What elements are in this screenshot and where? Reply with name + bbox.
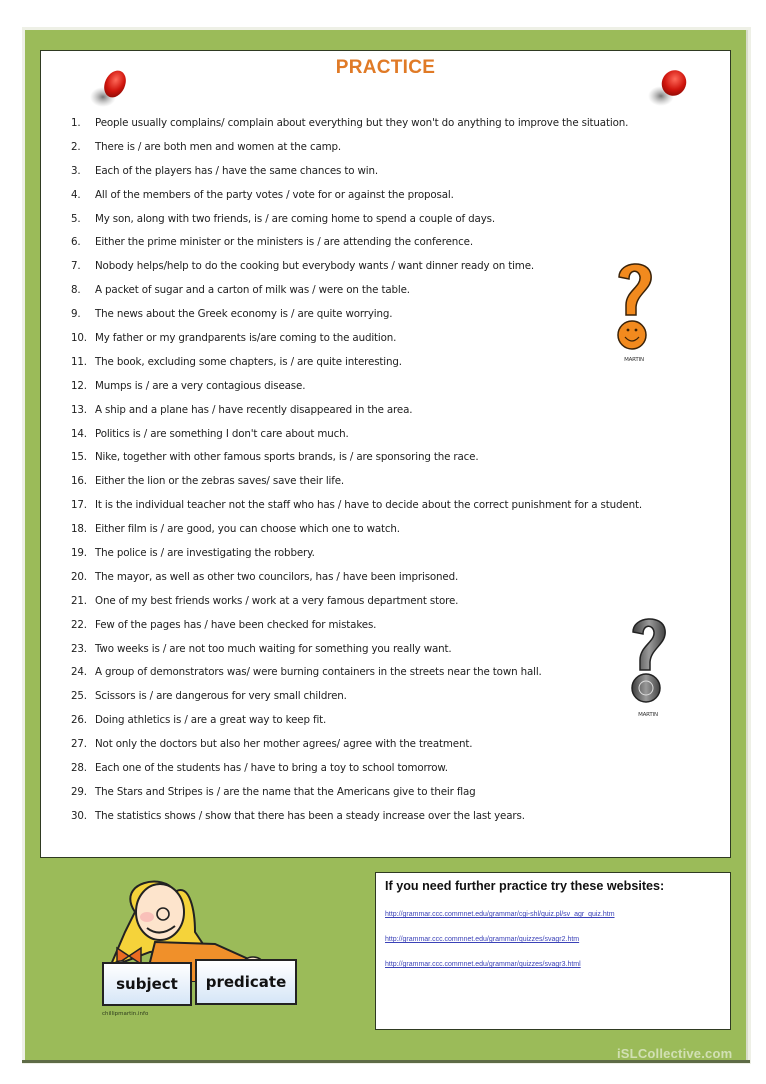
exercise-item [71,541,711,565]
item-number: 14. [71,427,87,440]
item-number: 10. [71,331,87,344]
pushpin-icon [647,66,693,108]
qmark-credit: MARTIN [638,712,658,718]
item-sentence: Nobody helps/help to do the cooking but everybody wants / want dinner ready on time. [95,260,535,273]
question-mark-grey-icon [623,610,673,718]
item-number: 13. [71,403,87,416]
exercise-item [71,398,711,422]
item-number: 25. [71,690,87,703]
exercise-item [71,804,711,828]
item-sentence: One of my best friends works / work at a very famous department store. [95,594,459,607]
item-number: 22. [71,618,87,631]
item-sentence: Scissors is / are dangerous for very small children. [95,690,347,703]
item-sentence: Not only the doctors but also her mother agrees/ agree with the treatment. [95,738,473,751]
exercise-item [71,469,711,493]
exercise-item [71,708,711,732]
exercise-item [71,780,711,804]
item-sentence: Doing athletics is / are a great way to keep fit. [95,714,327,727]
exercise-item [71,517,711,541]
item-sentence: Either film is / are good, you can choose which one to watch. [95,523,400,536]
item-sentence: The Stars and Stripes is / are the name that the Americans give to their flag [95,785,476,798]
exercise-item [71,589,711,613]
page-title: PRACTICE [335,57,436,78]
item-sentence: All of the members of the party votes / vote for or against the proposal. [95,188,454,201]
exercise-item [71,207,711,231]
item-sentence: People usually complains/ complain about everything but they won't do anything to improve the situation. [95,116,629,129]
item-number: 7. [71,260,81,273]
item-number: 4. [71,188,81,201]
further-practice-heading: If you need further practice try these websites: [385,879,665,893]
item-number: 1. [71,116,81,129]
item-number: 11. [71,355,87,368]
question-mark-orange-icon [609,255,659,363]
item-sentence: Mumps is / are a very contagious disease. [95,379,306,392]
item-number: 24. [71,666,87,679]
item-number: 16. [71,475,87,488]
item-number: 18. [71,523,87,536]
item-sentence: My son, along with two friends, is / are coming home to spend a couple of days. [95,212,495,225]
item-number: 8. [71,284,81,297]
exercise-item [71,111,711,135]
item-number: 5. [71,212,81,225]
exercise-item [71,756,711,780]
item-sentence: My father or my grandparents is/are coming to the audition. [95,331,397,344]
exercise-item [71,422,711,446]
item-sentence: Each one of the students has / have to bring a toy to school tomorrow. [95,761,448,774]
item-number: 12. [71,379,87,392]
exercise-item [71,732,711,756]
item-number: 23. [71,642,87,655]
item-number: 26. [71,714,87,727]
item-sentence: Either the lion or the zebras saves/ save their life. [95,475,345,488]
item-sentence: A ship and a plane has / have recently disappeared in the area. [95,403,413,416]
watermark: iSLCollective.com [617,1046,733,1061]
qmark-credit: MARTIN [624,357,644,363]
exercise-item [71,159,711,183]
item-sentence: The news about the Greek economy is / are quite worrying. [95,308,393,321]
item-sentence: Nike, together with other famous sports brands, is / are sponsoring the race. [95,451,479,464]
practice-link[interactable]: http://grammar.ccc.commnet.edu/grammar/quizzes/svagr2.htm [385,936,580,943]
item-number: 6. [71,236,81,249]
subject-predicate-illustration [95,872,305,1020]
practice-link[interactable]: http://grammar.ccc.commnet.edu/grammar/quizzes/svagr3.html [385,961,581,968]
item-number: 29. [71,785,87,798]
item-sentence: Few of the pages has / have been checked for mistakes. [95,618,377,631]
item-number: 15. [71,451,87,464]
exercise-item [71,183,711,207]
art-credit: chillipmartin.info [102,1011,149,1017]
item-sentence: The statistics shows / show that there has been a steady increase over the last years. [95,809,525,822]
item-sentence: Two weeks is / are not too much waiting for something you really want. [95,642,452,655]
item-number: 21. [71,594,87,607]
item-sentence: There is / are both men and women at the camp. [95,140,342,153]
item-number: 2. [71,140,81,153]
exercise-panel [40,50,731,858]
sign-predicate: predicate [195,959,297,1005]
exercise-item [71,637,711,661]
exercise-item [71,135,711,159]
exercise-item [71,613,711,637]
item-sentence: Politics is / are something I don't care about much. [95,427,349,440]
item-sentence: It is the individual teacher not the staff who has / have to decide about the correct punishment for a student. [95,499,642,512]
item-sentence: Either the prime minister or the ministers is / are attending the conference. [95,236,473,249]
item-number: 17. [71,499,87,512]
item-number: 3. [71,164,81,177]
exercise-item [71,374,711,398]
item-number: 30. [71,809,87,822]
exercise-item [71,565,711,589]
exercise-item [71,684,711,708]
item-sentence: Each of the players has / have the same chances to win. [95,164,378,177]
item-sentence: A group of demonstrators was/ were burning containers in the streets near the town hall. [95,666,542,679]
item-number: 27. [71,738,87,751]
sign-subject: subject [102,962,192,1006]
exercise-item [71,230,711,254]
item-sentence: The police is / are investigating the robbery. [95,546,315,559]
practice-link[interactable]: http://grammar.ccc.commnet.edu/grammar/cgi-shl/quiz.pl/sv_agr_quiz.htm [385,911,615,918]
item-number: 28. [71,761,87,774]
item-number: 19. [71,546,87,559]
item-sentence: The mayor, as well as other two councilors, has / have been imprisoned. [95,570,459,583]
item-number: 9. [71,308,81,321]
exercise-list [71,111,711,828]
further-practice-box [375,872,731,1030]
exercise-item [71,660,711,684]
item-number: 20. [71,570,87,583]
exercise-item [71,445,711,469]
item-sentence: The book, excluding some chapters, is / are quite interesting. [95,355,402,368]
item-sentence: A packet of sugar and a carton of milk was / were on the table. [95,284,410,297]
exercise-item [71,493,711,517]
